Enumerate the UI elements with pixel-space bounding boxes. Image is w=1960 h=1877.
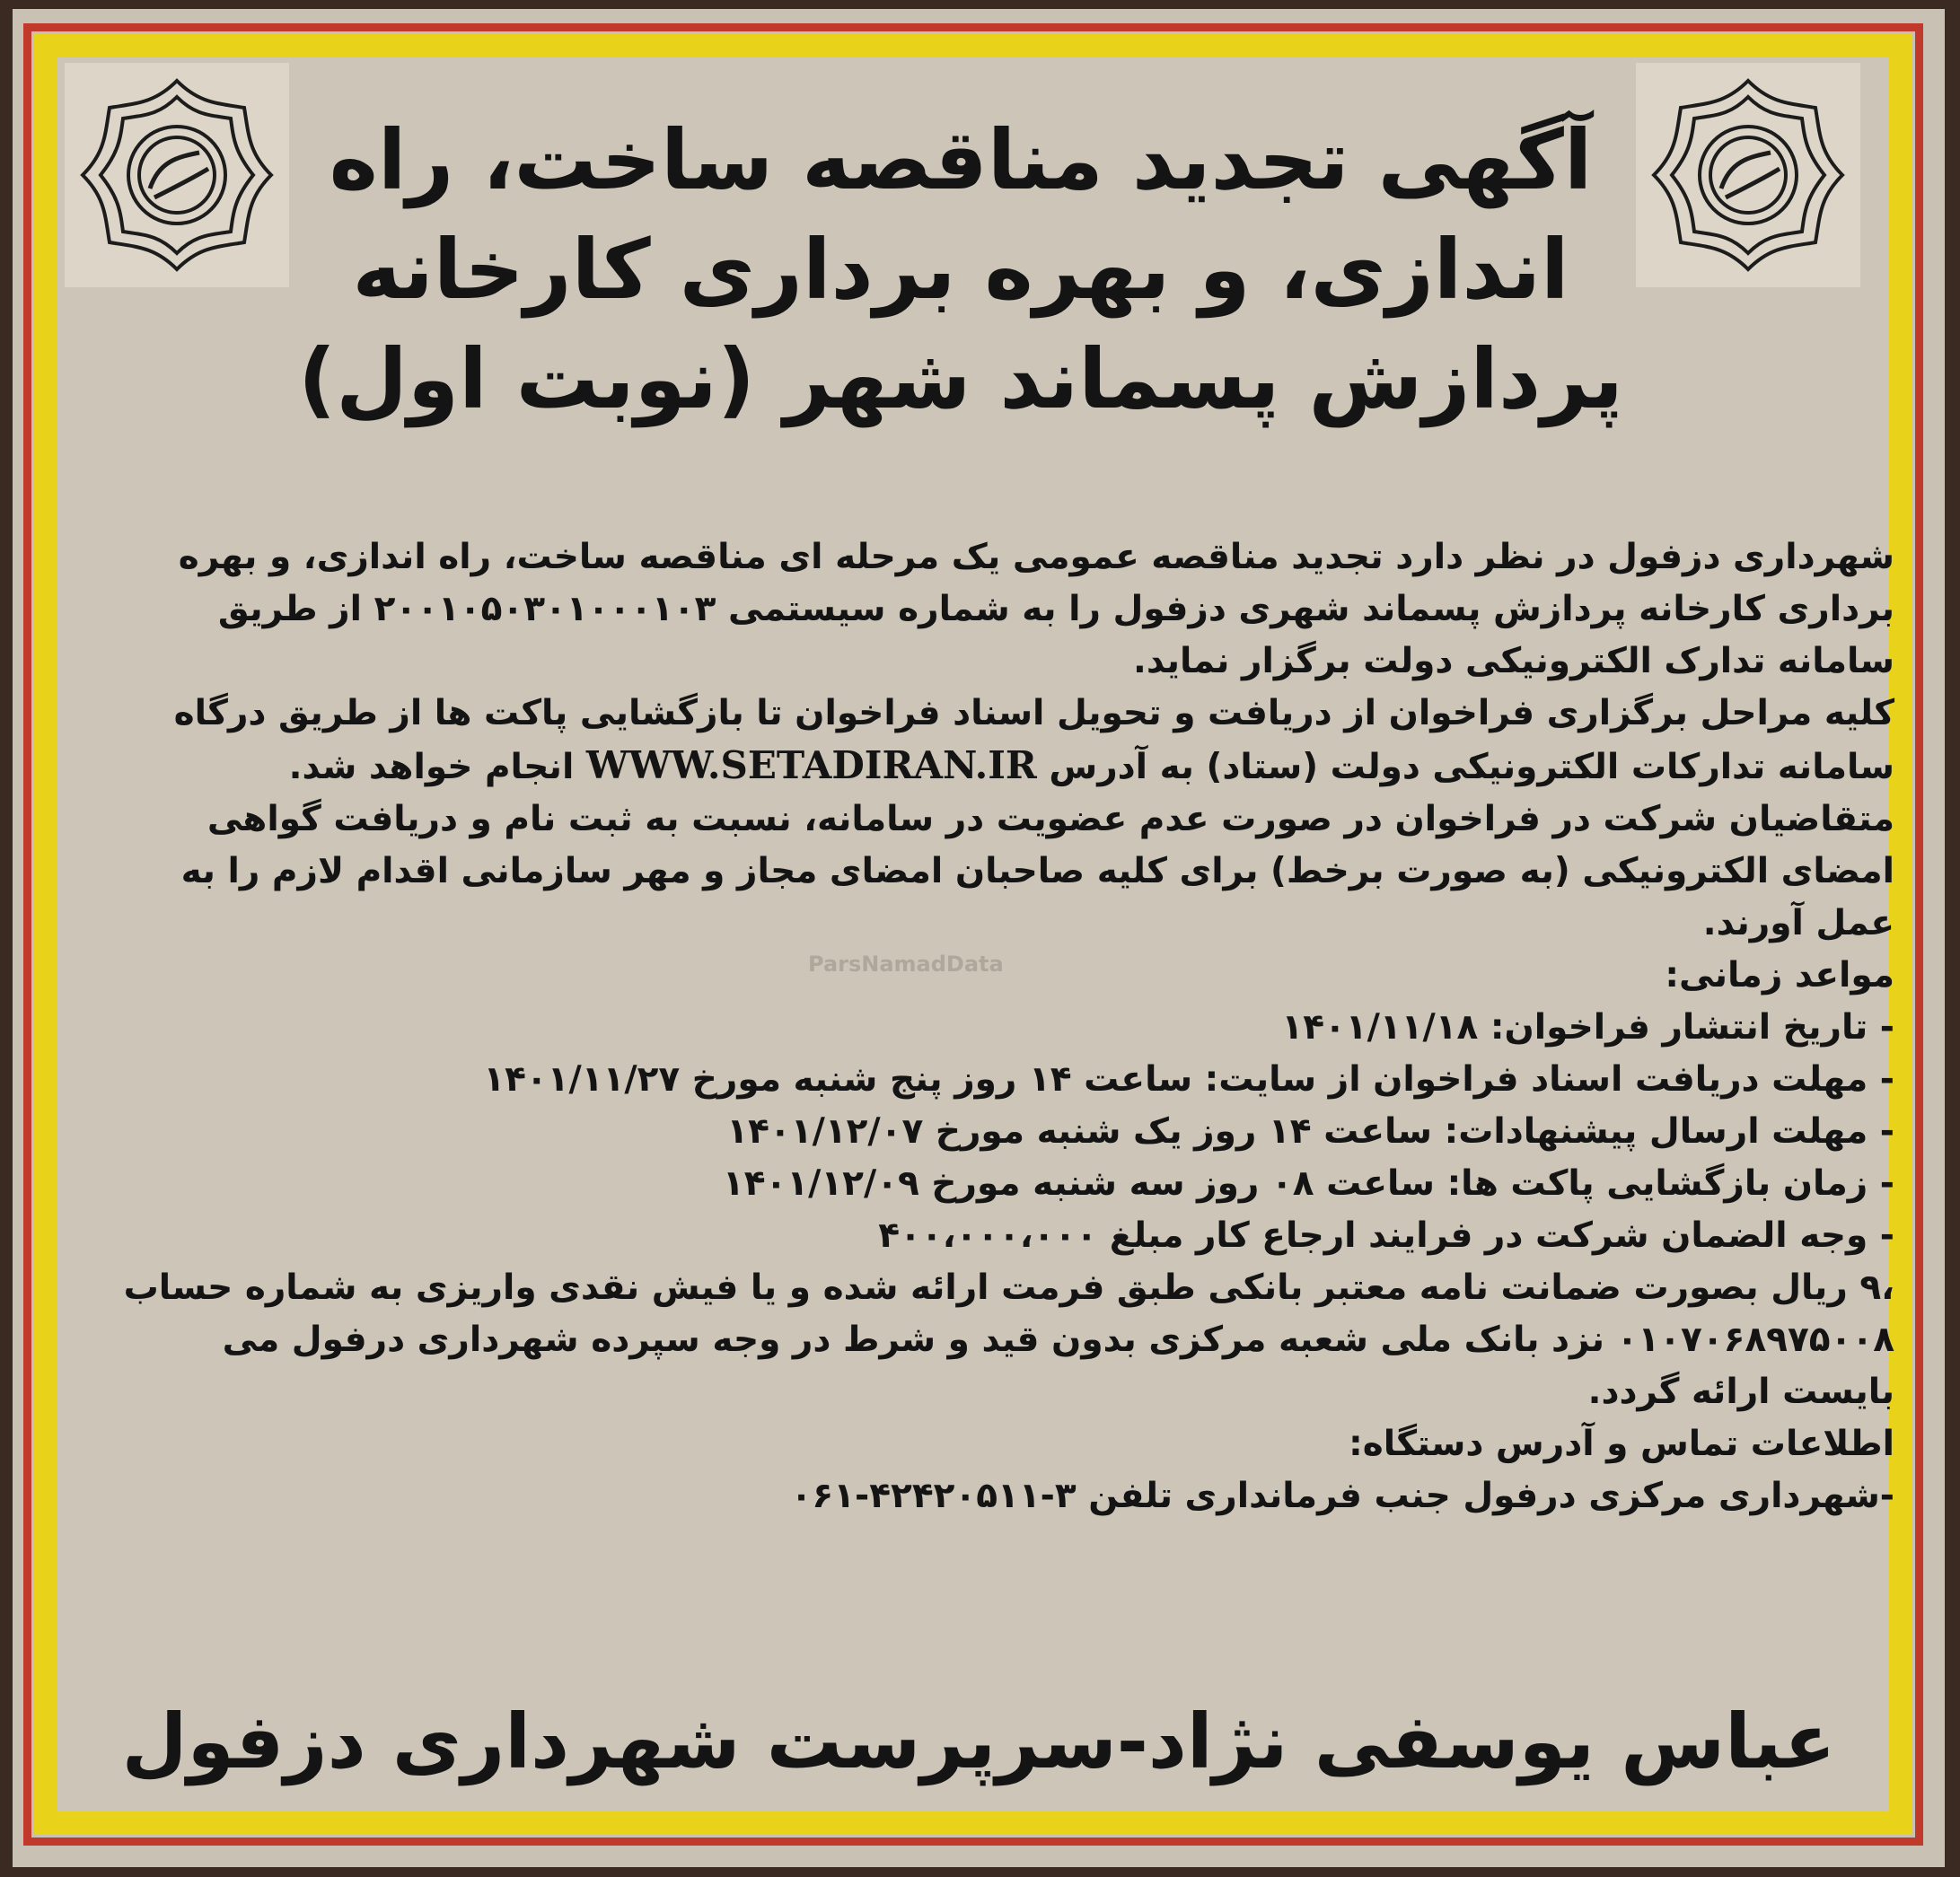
- contact-heading: اطلاعات تماس و آدرس دستگاه:: [1349, 1424, 1894, 1464]
- applicant-line: متقاضیان شرکت در فراخوان در صورت عدم عضویت در سامانه، نسبت به ثبت نام و دریافت گواهی: [207, 799, 1894, 839]
- process-suffix: انجام خواهد شد.: [288, 747, 586, 787]
- dezful-municipality-emblem-icon: [1636, 63, 1860, 287]
- applicant-line: امضای الکترونیکی (به صورت برخط) برای کلیه صاحبان امضای مجاز و مهر سازمانی اقدام لازم را به: [180, 851, 1894, 891]
- signature: عباس یوسفی نژاد-سرپرست شهرداری دزفول: [121, 1697, 1836, 1785]
- intro-line: سامانه تدارک الکترونیکی دولت برگزار نماید.: [1133, 641, 1894, 681]
- schedule-item: - وجه الضمان شرکت در فرایند ارجاع کار مبلغ ۴۰۰،۰۰۰،۰۰۰: [878, 1215, 1894, 1256]
- title-line: اندازی، و بهره برداری کارخانه: [352, 222, 1569, 318]
- setad-website-link[interactable]: WWW.SETADIRAN.IR: [585, 743, 1037, 787]
- schedule-item: - مهلت دریافت اسناد فراخوان از سایت: ساعت ۱۴ روز پنج شنبه مورخ ۱۴۰۱/۱۱/۲۷: [483, 1059, 1894, 1100]
- guarantee-line: بایست ارائه گردد.: [1587, 1372, 1894, 1412]
- guarantee-line: ۰۱۰۷۰۶۸۹۷۵۰۰۸ نزد بانک ملی شعبه مرکزی بدون قید و شرط در وجه سپرده شهرداری درفول می: [222, 1320, 1894, 1360]
- schedule-item: - تاریخ انتشار فراخوان: ۱۴۰۱/۱۱/۱۸: [1281, 1007, 1894, 1048]
- ad-body: [66, 531, 1894, 1522]
- municipality-logo-left: [65, 63, 289, 287]
- ad-title: [296, 106, 1625, 434]
- process-prefix: سامانه تدارکات الکترونیکی دولت (ستاد) به آدرس: [1036, 747, 1894, 787]
- municipality-logo-right: [1636, 63, 1860, 287]
- title-line: پردازش پسماند شهر (نوبت اول): [298, 331, 1623, 427]
- process-line: کلیه مراحل برگزاری فراخوان از دریافت و تحویل اسناد فراخوان تا بازگشایی پاکت ها از طریق درگاه: [173, 693, 1894, 733]
- applicant-line: عمل آورند.: [1702, 903, 1894, 943]
- title-line: آگهی تجدید مناقصه ساخت، راه: [329, 112, 1593, 208]
- schedule-heading: مواعد زمانی:: [1665, 955, 1894, 996]
- dezful-municipality-emblem-icon: [65, 63, 289, 287]
- intro-line: برداری کارخانه پردازش پسماند شهری دزفول را به شماره سیستمی ۲۰۰۱۰۵۰۳۰۱۰۰۰۱۰۳ از طریق: [217, 589, 1894, 629]
- guarantee-line: ،۹ ریال بصورت ضمانت نامه معتبر بانکی طبق فرمت ارائه شده و یا فیش نقدی واریزی به شماره حساب: [123, 1267, 1894, 1308]
- intro-line: شهرداری دزفول در نظر دارد تجدید مناقصه عمومی یک مرحله ای مناقصه ساخت، راه اندازی، و بهره: [178, 537, 1894, 577]
- watermark: ParsNamadData: [808, 952, 1004, 977]
- schedule-item: - زمان بازگشایی پاکت ها: ساعت ۰۸ روز سه شنبه مورخ ۱۴۰۱/۱۲/۰۹: [722, 1163, 1894, 1204]
- process-line-with-url: [66, 740, 1894, 794]
- schedule-item: - مهلت ارسال پیشنهادات: ساعت ۱۴ روز یک شنبه مورخ ۱۴۰۱/۱۲/۰۷: [726, 1111, 1894, 1152]
- contact-line: -شهرداری مرکزی درفول جنب فرمانداری تلفن ۳-۴۲۴۲۰۵۱۱-۰۶۱: [790, 1476, 1894, 1516]
